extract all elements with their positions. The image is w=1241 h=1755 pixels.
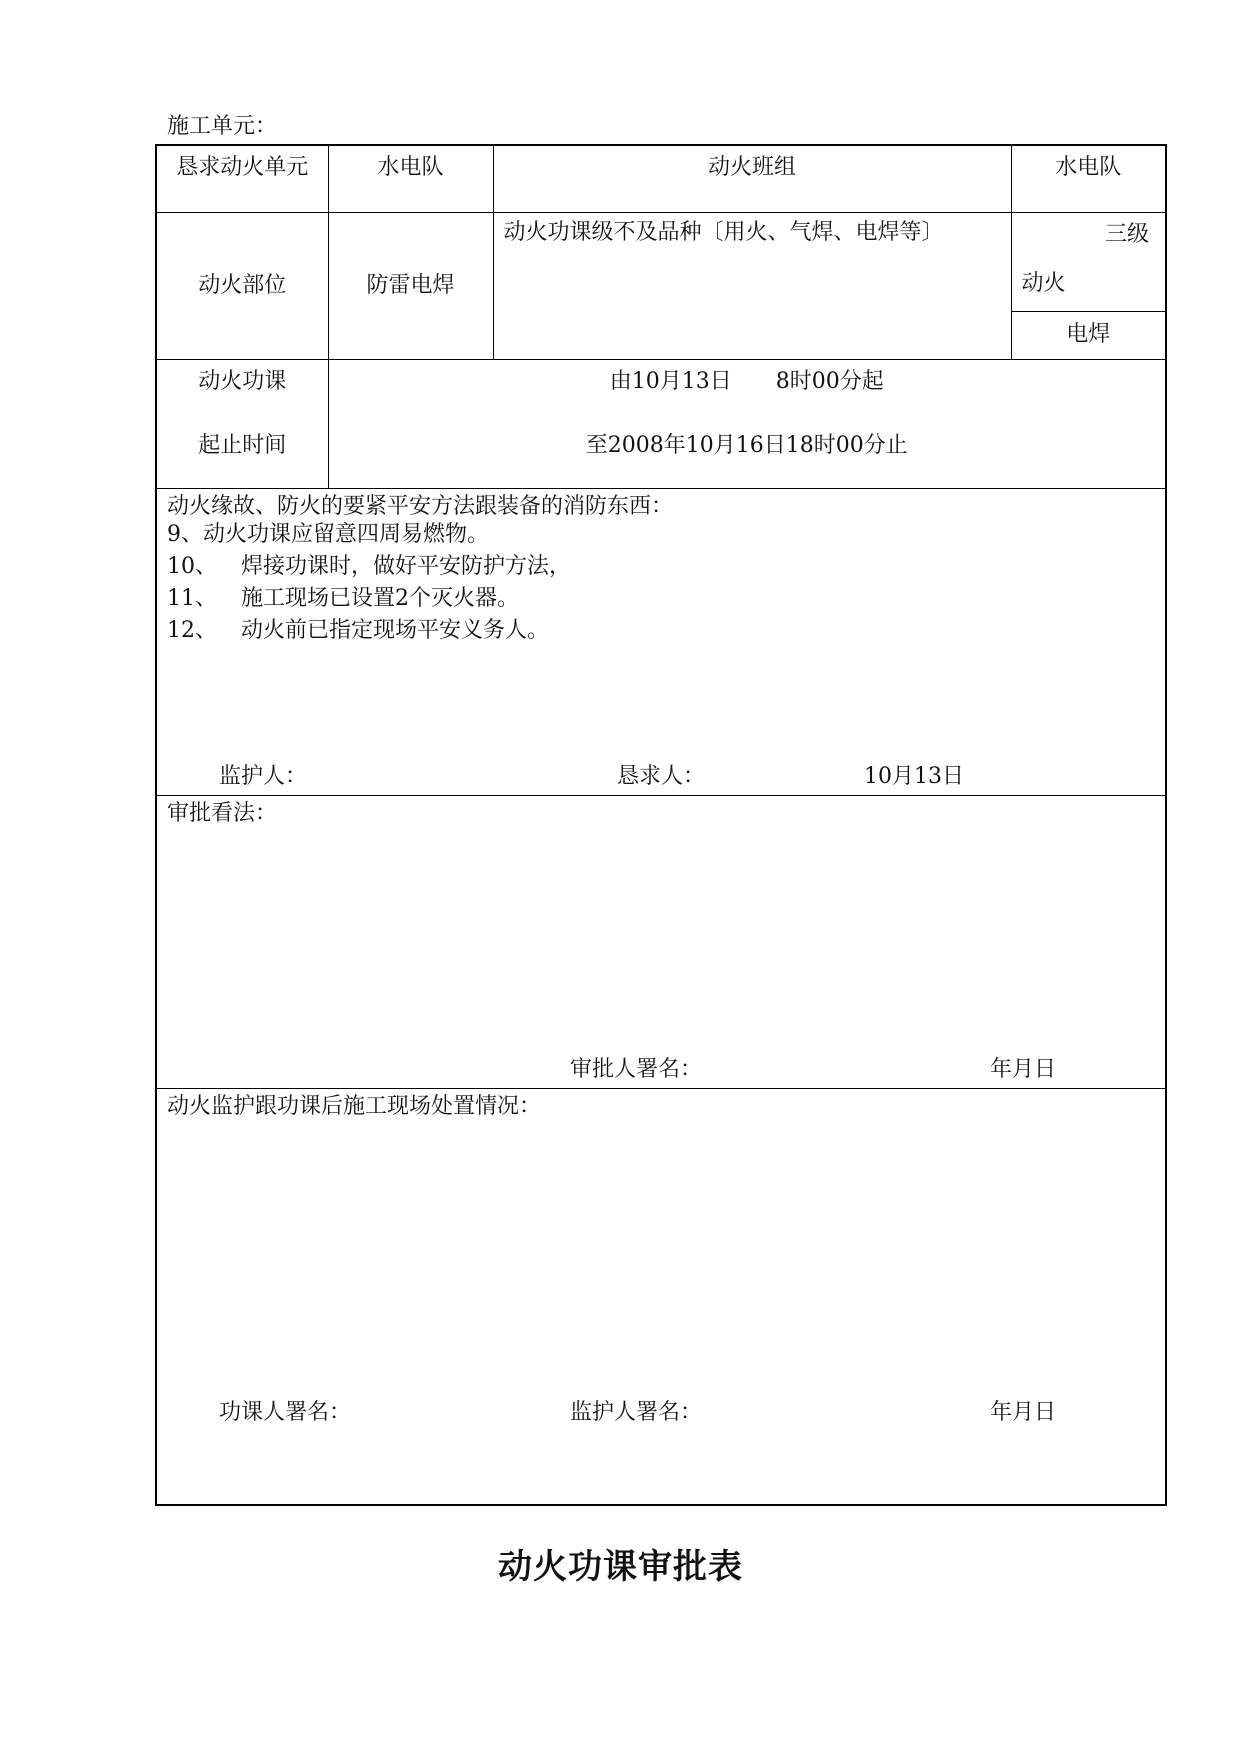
measure-text: 动火功课应留意四周易燃物。 xyxy=(203,522,490,547)
time-label-line1: 动火功课 xyxy=(198,369,287,394)
location-label: 动火部位 xyxy=(198,273,287,298)
apply-unit-value-cell xyxy=(328,145,493,213)
measure-item xyxy=(167,617,549,645)
measure-text: 动火前已指定现场平安义务人。 xyxy=(241,618,550,643)
guardian-signature-label: 监护人署名： xyxy=(570,1400,703,1425)
time-from: 由10月13日 8时00分起 xyxy=(609,369,884,394)
construction-unit-label: 施工单元： xyxy=(167,114,278,139)
time-value-cell xyxy=(328,360,1166,489)
document-title: 动火功课审批表 xyxy=(498,1547,743,1587)
aftercare-date-label: 年月日 xyxy=(990,1400,1057,1425)
form-row-unit xyxy=(156,145,1166,213)
measures-title: 动火缘故、防火的要紧平安方法跟装备的消防东西： xyxy=(167,494,674,519)
measure-num: 12、 xyxy=(167,618,217,643)
measure-num: 9、 xyxy=(167,522,203,547)
apply-unit-label-cell xyxy=(156,145,328,213)
apply-unit-label: 恳求动火单元 xyxy=(176,155,309,180)
approval-date-label: 年月日 xyxy=(990,1057,1057,1082)
approval-title: 审批看法： xyxy=(167,801,278,826)
form-row-aftercare xyxy=(156,1089,1166,1506)
kind-label: 动火功课级不及品种〔用火、气焊、电焊等〕 xyxy=(503,220,944,245)
aftercare-title: 动火监护跟功课后施工现场处置情况： xyxy=(167,1094,542,1119)
hot-work-approval-form xyxy=(155,144,1167,1506)
apply-unit-value: 水电队 xyxy=(377,155,444,180)
applicant-label: 恳求人： xyxy=(617,764,706,789)
measure-text: 焊接功课时，做好平安防护方法， xyxy=(241,554,572,579)
team-label: 动火班组 xyxy=(707,155,796,180)
measure-num: 10、 xyxy=(167,554,217,579)
measure-item xyxy=(167,521,489,549)
location-value-cell xyxy=(328,213,493,360)
location-value: 防雷电焊 xyxy=(366,273,455,298)
form-row-approval xyxy=(156,796,1166,1089)
aftercare-cell xyxy=(156,1089,1166,1506)
measure-text: 施工现场已设置2个灭火器。 xyxy=(241,586,519,611)
form-row-time xyxy=(156,360,1166,489)
location-label-cell xyxy=(156,213,328,360)
measure-item xyxy=(167,553,571,581)
team-value-cell xyxy=(1011,145,1166,213)
form-row-measures xyxy=(156,489,1166,796)
form-row-location xyxy=(156,213,1166,312)
team-value: 水电队 xyxy=(1055,155,1122,180)
approval-cell xyxy=(156,796,1166,1089)
time-to: 至2008年10月16日18时00分止 xyxy=(585,433,908,458)
measure-item xyxy=(167,585,519,613)
guardian-label: 监护人： xyxy=(219,764,308,789)
apply-date: 10月13日 xyxy=(864,764,964,789)
level-cell xyxy=(1011,213,1166,312)
kind-label-cell xyxy=(493,213,1011,360)
team-label-cell xyxy=(493,145,1011,213)
type-cell xyxy=(1011,312,1166,360)
measures-cell xyxy=(156,489,1166,796)
level-value-part2: 动火 xyxy=(1021,271,1066,296)
worker-signature-label: 功课人署名： xyxy=(219,1400,352,1425)
time-label-line2: 起止时间 xyxy=(198,433,287,458)
measure-num: 11、 xyxy=(167,586,217,611)
approver-signature-label: 审批人署名： xyxy=(570,1057,703,1082)
level-value-part1: 三级 xyxy=(1104,222,1149,247)
time-label-cell xyxy=(156,360,328,489)
type-value: 电焊 xyxy=(1066,322,1111,347)
